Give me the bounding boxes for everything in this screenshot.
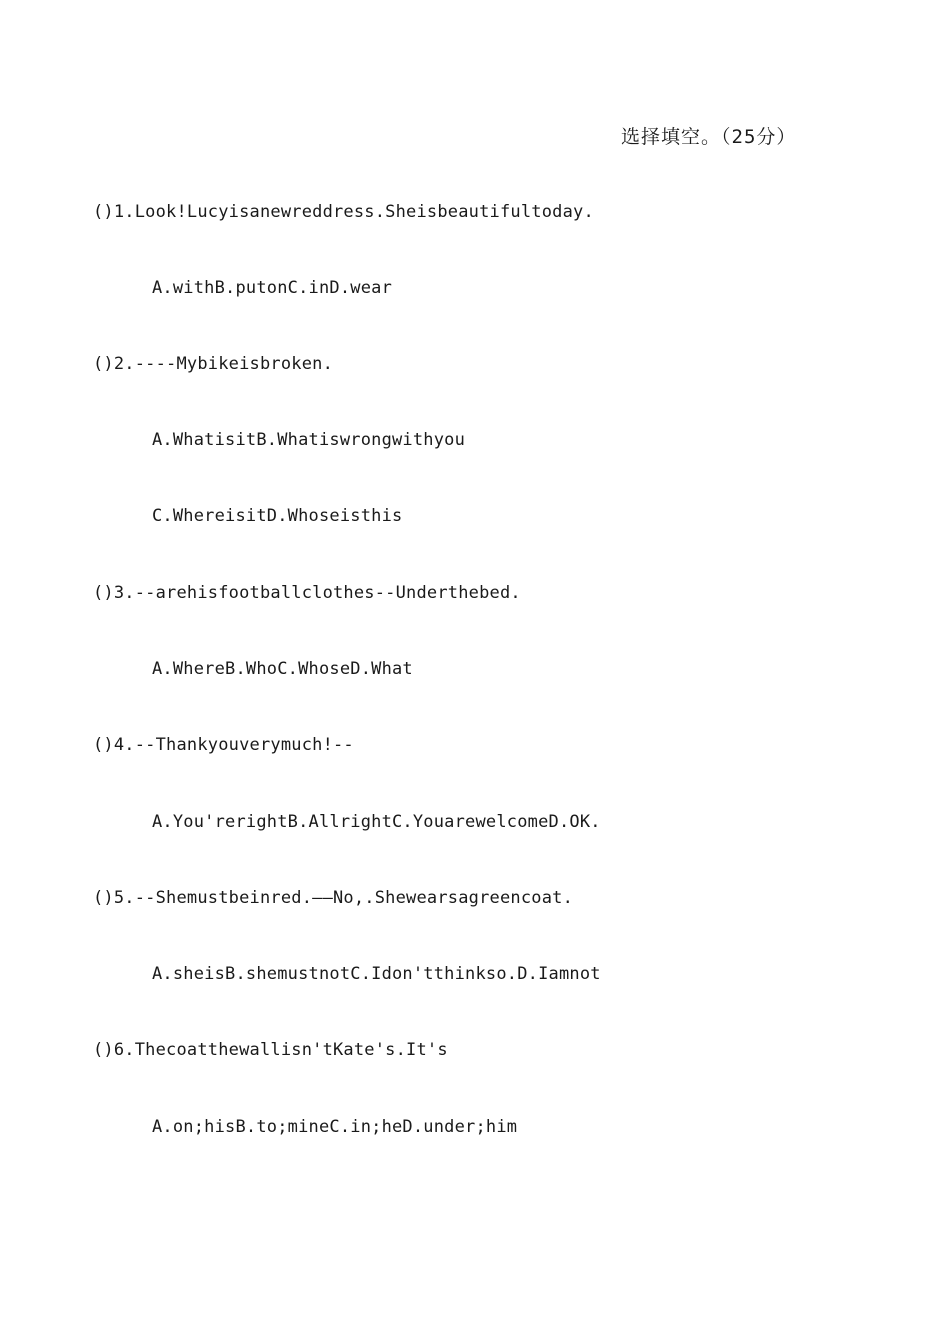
question-1: ()1.Look!Lucyisanewreddress.Sheisbeautifultoday. <box>93 202 594 222</box>
question-3: ()3.--arehisfootballclothes--Underthebed. <box>93 583 521 603</box>
question-6-options: A.on;hisB.to;mineC.in;heD.under;him <box>152 1117 518 1137</box>
question-2-options-line-1: A.WhatisitB.Whatiswrongwithyou <box>152 430 466 450</box>
question-4: ()4.--Thankyouverymuch!-- <box>93 735 354 755</box>
question-2: ()2.----Mybikeisbroken. <box>93 354 334 374</box>
question-2-options-line-2: C.WhereisitD.Whoseisthis <box>152 506 403 526</box>
question-1-options: A.withB.putonC.inD.wear <box>152 278 393 298</box>
question-6: ()6.Thecoatthewallisn'tKate's.It's <box>93 1040 448 1060</box>
question-4-options: A.You'rerightB.AllrightC.YouarewelcomeD.OK. <box>152 812 601 832</box>
question-3-options: A.WhereB.WhoC.WhoseD.What <box>152 659 413 679</box>
question-5-options: A.sheisB.shemustnotC.Idon'tthinkso.D.Iamnot <box>152 964 601 984</box>
section-heading: 选择填空。（25分） <box>621 126 797 148</box>
question-5: ()5.--Shemustbeinred.——No,.Shewearsagreencoat. <box>93 888 574 908</box>
